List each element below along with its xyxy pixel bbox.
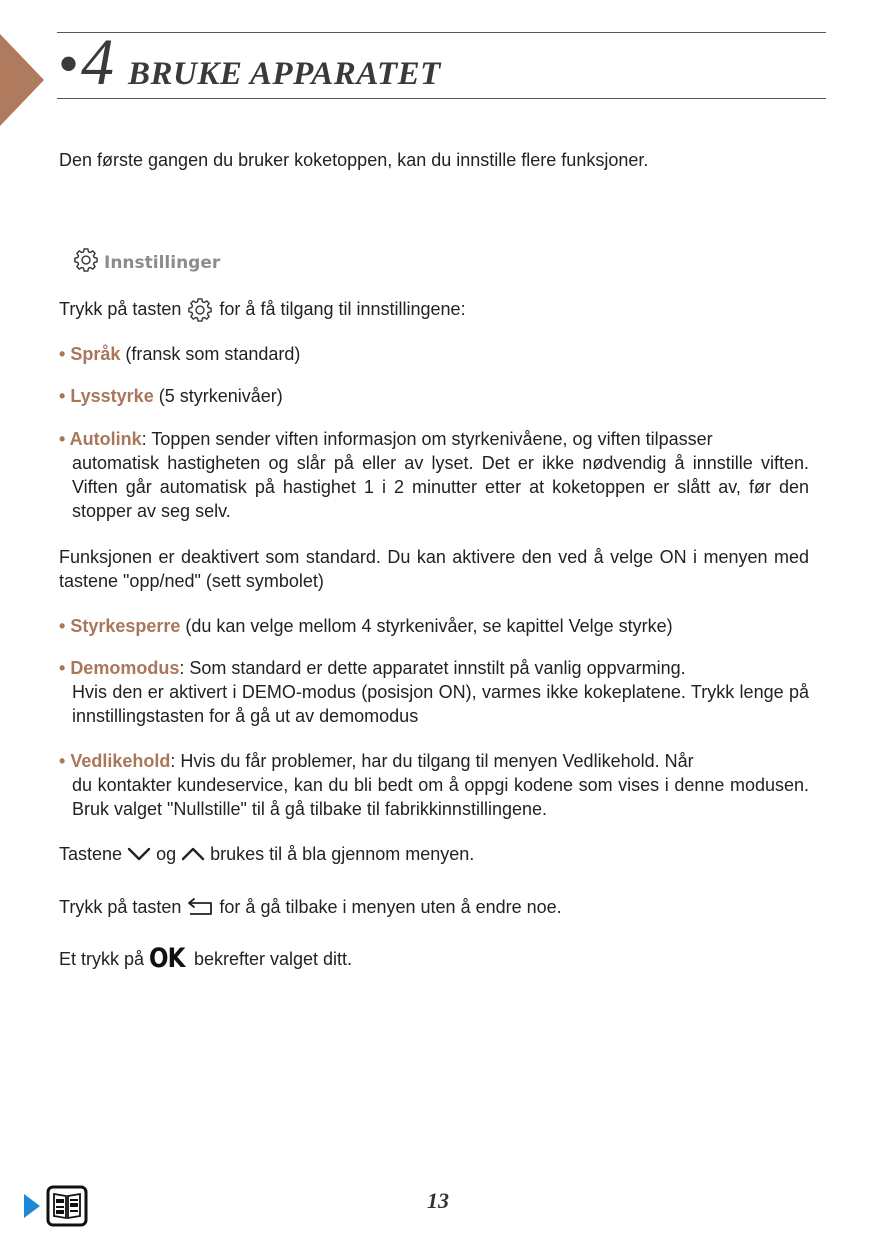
item-autolink-term: Autolink (69, 429, 142, 449)
item-vedlikehold-text-line1: : Hvis du får problemer, har du tilgang til menyen Vedlikehold. Når (170, 751, 694, 771)
chevron-down-icon (127, 843, 151, 867)
item-autolink (59, 427, 809, 523)
item-bullet: • (59, 344, 71, 364)
item-styrkesperre (59, 614, 809, 638)
item-styrkesperre-text: (du kan velge mellom 4 styrkenivåer, se kapittel Velge styrke) (180, 616, 673, 636)
ok-text-before: Et trykk på (59, 949, 145, 969)
item-vedlikehold-term: Vedlikehold (70, 751, 171, 771)
ok-key-text (59, 943, 809, 974)
funksjonen-text: Funksjonen er deaktivert som standard. Du kan aktivere den ved å velge ON i menyen med tastene "opp/ned" (sett symbolet) (59, 547, 809, 591)
chapter-dot: • (58, 31, 80, 97)
settings-key-gear-icon (186, 296, 214, 324)
ok-text-after: bekrefter valget ditt. (193, 949, 353, 969)
item-bullet: • (59, 658, 71, 678)
page-number: 13 (427, 1188, 449, 1213)
chapter-number: 4 (81, 26, 115, 99)
item-lysstyrke (59, 384, 809, 408)
back-text-before: Trykk på tasten (59, 897, 182, 917)
item-lysstyrke-term: Lysstyrke (70, 386, 154, 406)
item-vedlikehold-text-rest: du kontakter kundeservice, kan du bli bedt om å oppgi kodene som vises i denne modusen. Bruk valget "Nullstille" til å gå tilbake til fabrikkinnstillingene. (72, 775, 809, 819)
intro-text: Den første gangen du bruker koketoppen, kan du innstille flere funksjoner. (59, 150, 649, 170)
item-demomodus-text-line1: : Som standard er dette apparatet innstilt på vanlig oppvarming. (179, 658, 686, 678)
back-arrow-icon (186, 896, 214, 920)
nav-text-tastene: Tastene (59, 844, 123, 864)
section-settings-title (72, 240, 220, 274)
back-text-after: for å gå tilbake i menyen uten å endre noe. (219, 897, 562, 917)
item-autolink-text-rest: automatisk hastigheten og slår på eller av lyset. Det er ikke nødvendig å innstille viften. Viften går automatisk på hastighet 1 i 2 minutter etter at koketoppen er slått av, før den stopper av seg selv. (72, 453, 809, 521)
chapter-title: BRUKE APPARATET (128, 56, 441, 92)
item-autolink-text-line1: : Toppen sender viften informasjon om styrkenivåene, og viften tilpasser (141, 429, 713, 449)
item-bullet: • (59, 386, 71, 406)
access-text-before: Trykk på tasten (59, 298, 182, 319)
chevron-up-icon (181, 843, 205, 867)
item-demomodus-text-rest: Hvis den er aktivert i DEMO-modus (posisjon ON), varmes ikke kokeplatene. Trykk lenge på innstillingstasten for å gå ut av demomodus (72, 682, 809, 726)
header-rule-bottom (57, 98, 826, 99)
item-sprak (59, 342, 809, 366)
item-sprak-text: (fransk som standard) (120, 344, 301, 364)
back-key-text (59, 895, 809, 920)
item-bullet: • (59, 616, 71, 636)
item-bullet: • (59, 429, 70, 449)
item-styrkesperre-term: Styrkesperre (70, 616, 181, 636)
settings-access-text (59, 296, 809, 324)
nav-text-og: og (156, 844, 177, 864)
nav-text-brukes: brukes til å bla gjennom menyen. (210, 844, 475, 864)
ok-key-icon: OK (149, 943, 185, 974)
access-text-after: for å få tilgang til innstillingene: (219, 298, 466, 319)
chapter-heading (58, 26, 441, 99)
item-lysstyrke-text: (5 styrkenivåer) (153, 386, 283, 406)
item-sprak-term: Språk (70, 344, 121, 364)
item-vedlikehold (59, 749, 809, 821)
footer-play-arrow-icon[interactable] (22, 1192, 42, 1220)
section-settings-label: Innstillinger (104, 253, 221, 273)
item-bullet: • (59, 751, 71, 771)
manual-book-icon[interactable] (46, 1185, 88, 1227)
chapter-corner-tab (0, 34, 44, 126)
gear-icon (72, 246, 100, 274)
item-demomodus-term: Demomodus (70, 658, 180, 678)
item-demomodus (59, 656, 809, 728)
navigation-keys-text (59, 842, 809, 867)
